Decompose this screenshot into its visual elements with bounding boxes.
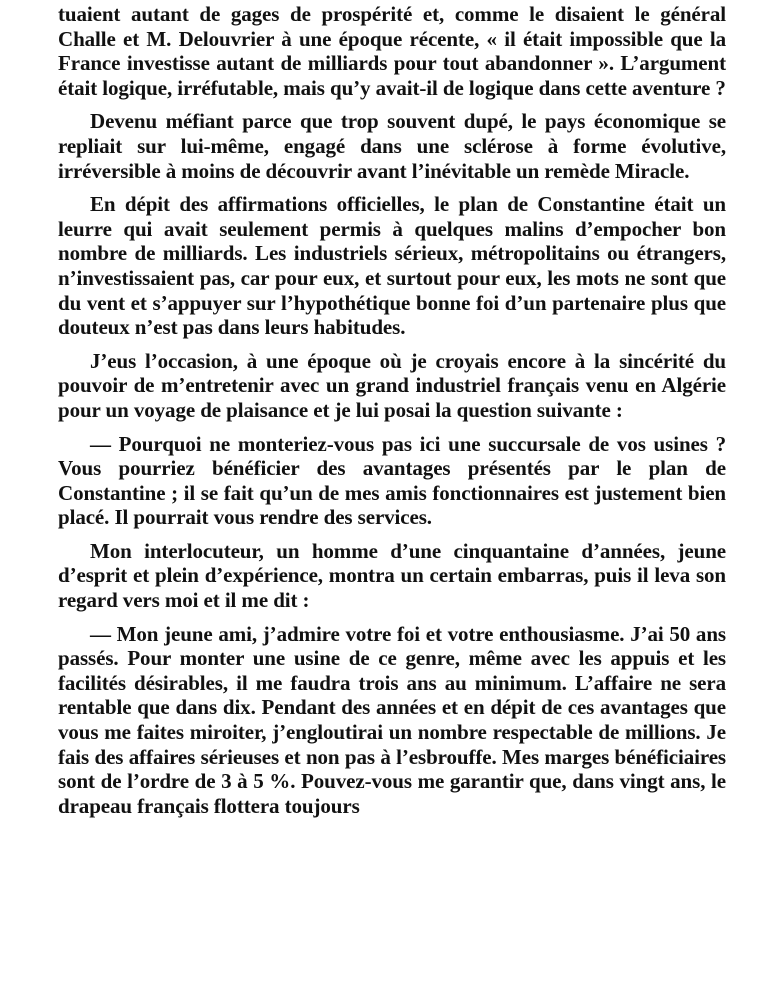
paragraph-1: tuaient autant de gages de prospérité et, comme le disaient le général Challe et M. Delouvrier à une époque récente, « il était impossible que la France investisse autant de milliards pour tout abandonner ». L’argument était logique, irréfutable, mais qu’y avait-il de logique dans cette aventure ? (58, 2, 726, 100)
paragraph-3: En dépit des affirmations officielles, le plan de Constantine était un leurre qui avait seulement permis à quelques malins d’empocher bon nombre de milliards. Les industriels sérieux, métropolitains ou étrangers, n’investissaient pas, car pour eux, et surtout pour eux, les mots ne sont que du vent et s’appuyer sur l’hypothétique bonne foi d’un partenaire plus que douteux n’est pas dans leurs habitudes. (58, 192, 726, 340)
paragraph-7: — Mon jeune ami, j’admire votre foi et votre enthousiasme. J’ai 50 ans passés. Pour monter une usine de ce genre, même avec les appuis et les facilités désirables, il me faudra trois ans au minimum. L’affaire ne sera rentable que dans dix. Pendant des années et en dépit de ces avantages que vous me faites miroiter, j’engloutirai un nombre respectable de millions. Je fais des affaires sérieuses et non pas à l’esbrouffe. Mes marges bénéficiaires sont de l’ordre de 3 à 5 %. Pouvez-vous me garantir que, dans vingt ans, le drapeau français flottera toujours (58, 621, 726, 818)
paragraph-4: J’eus l’occasion, à une époque où je croyais encore à la sincérité du pouvoir de m’entretenir avec un grand industriel français venu en Algérie pour un voyage de plaisance et je lui posai la question suivante : (58, 348, 726, 422)
paragraph-2: Devenu méfiant parce que trop souvent dupé, le pays économique se repliait sur lui-même, engagé dans une sclérose à forme évolutive, irréversible à moins de découvrir avant l’inévitable un remède Miracle. (58, 109, 726, 183)
paragraph-5: — Pourquoi ne monteriez-vous pas ici une succursale de vos usines ? Vous pourriez bénéficier des avantages présentés par le plan de Constantine ; il se fait qu’un de mes amis fonctionnaires est justement bien placé. Il pourrait vous rendre des services. (58, 431, 726, 530)
document-page (58, 2, 726, 818)
paragraph-6: Mon interlocuteur, un homme d’une cinquantaine d’années, jeune d’esprit et plein d’expérience, montra un certain embarras, puis il leva son regard vers moi et il me dit : (58, 538, 726, 613)
